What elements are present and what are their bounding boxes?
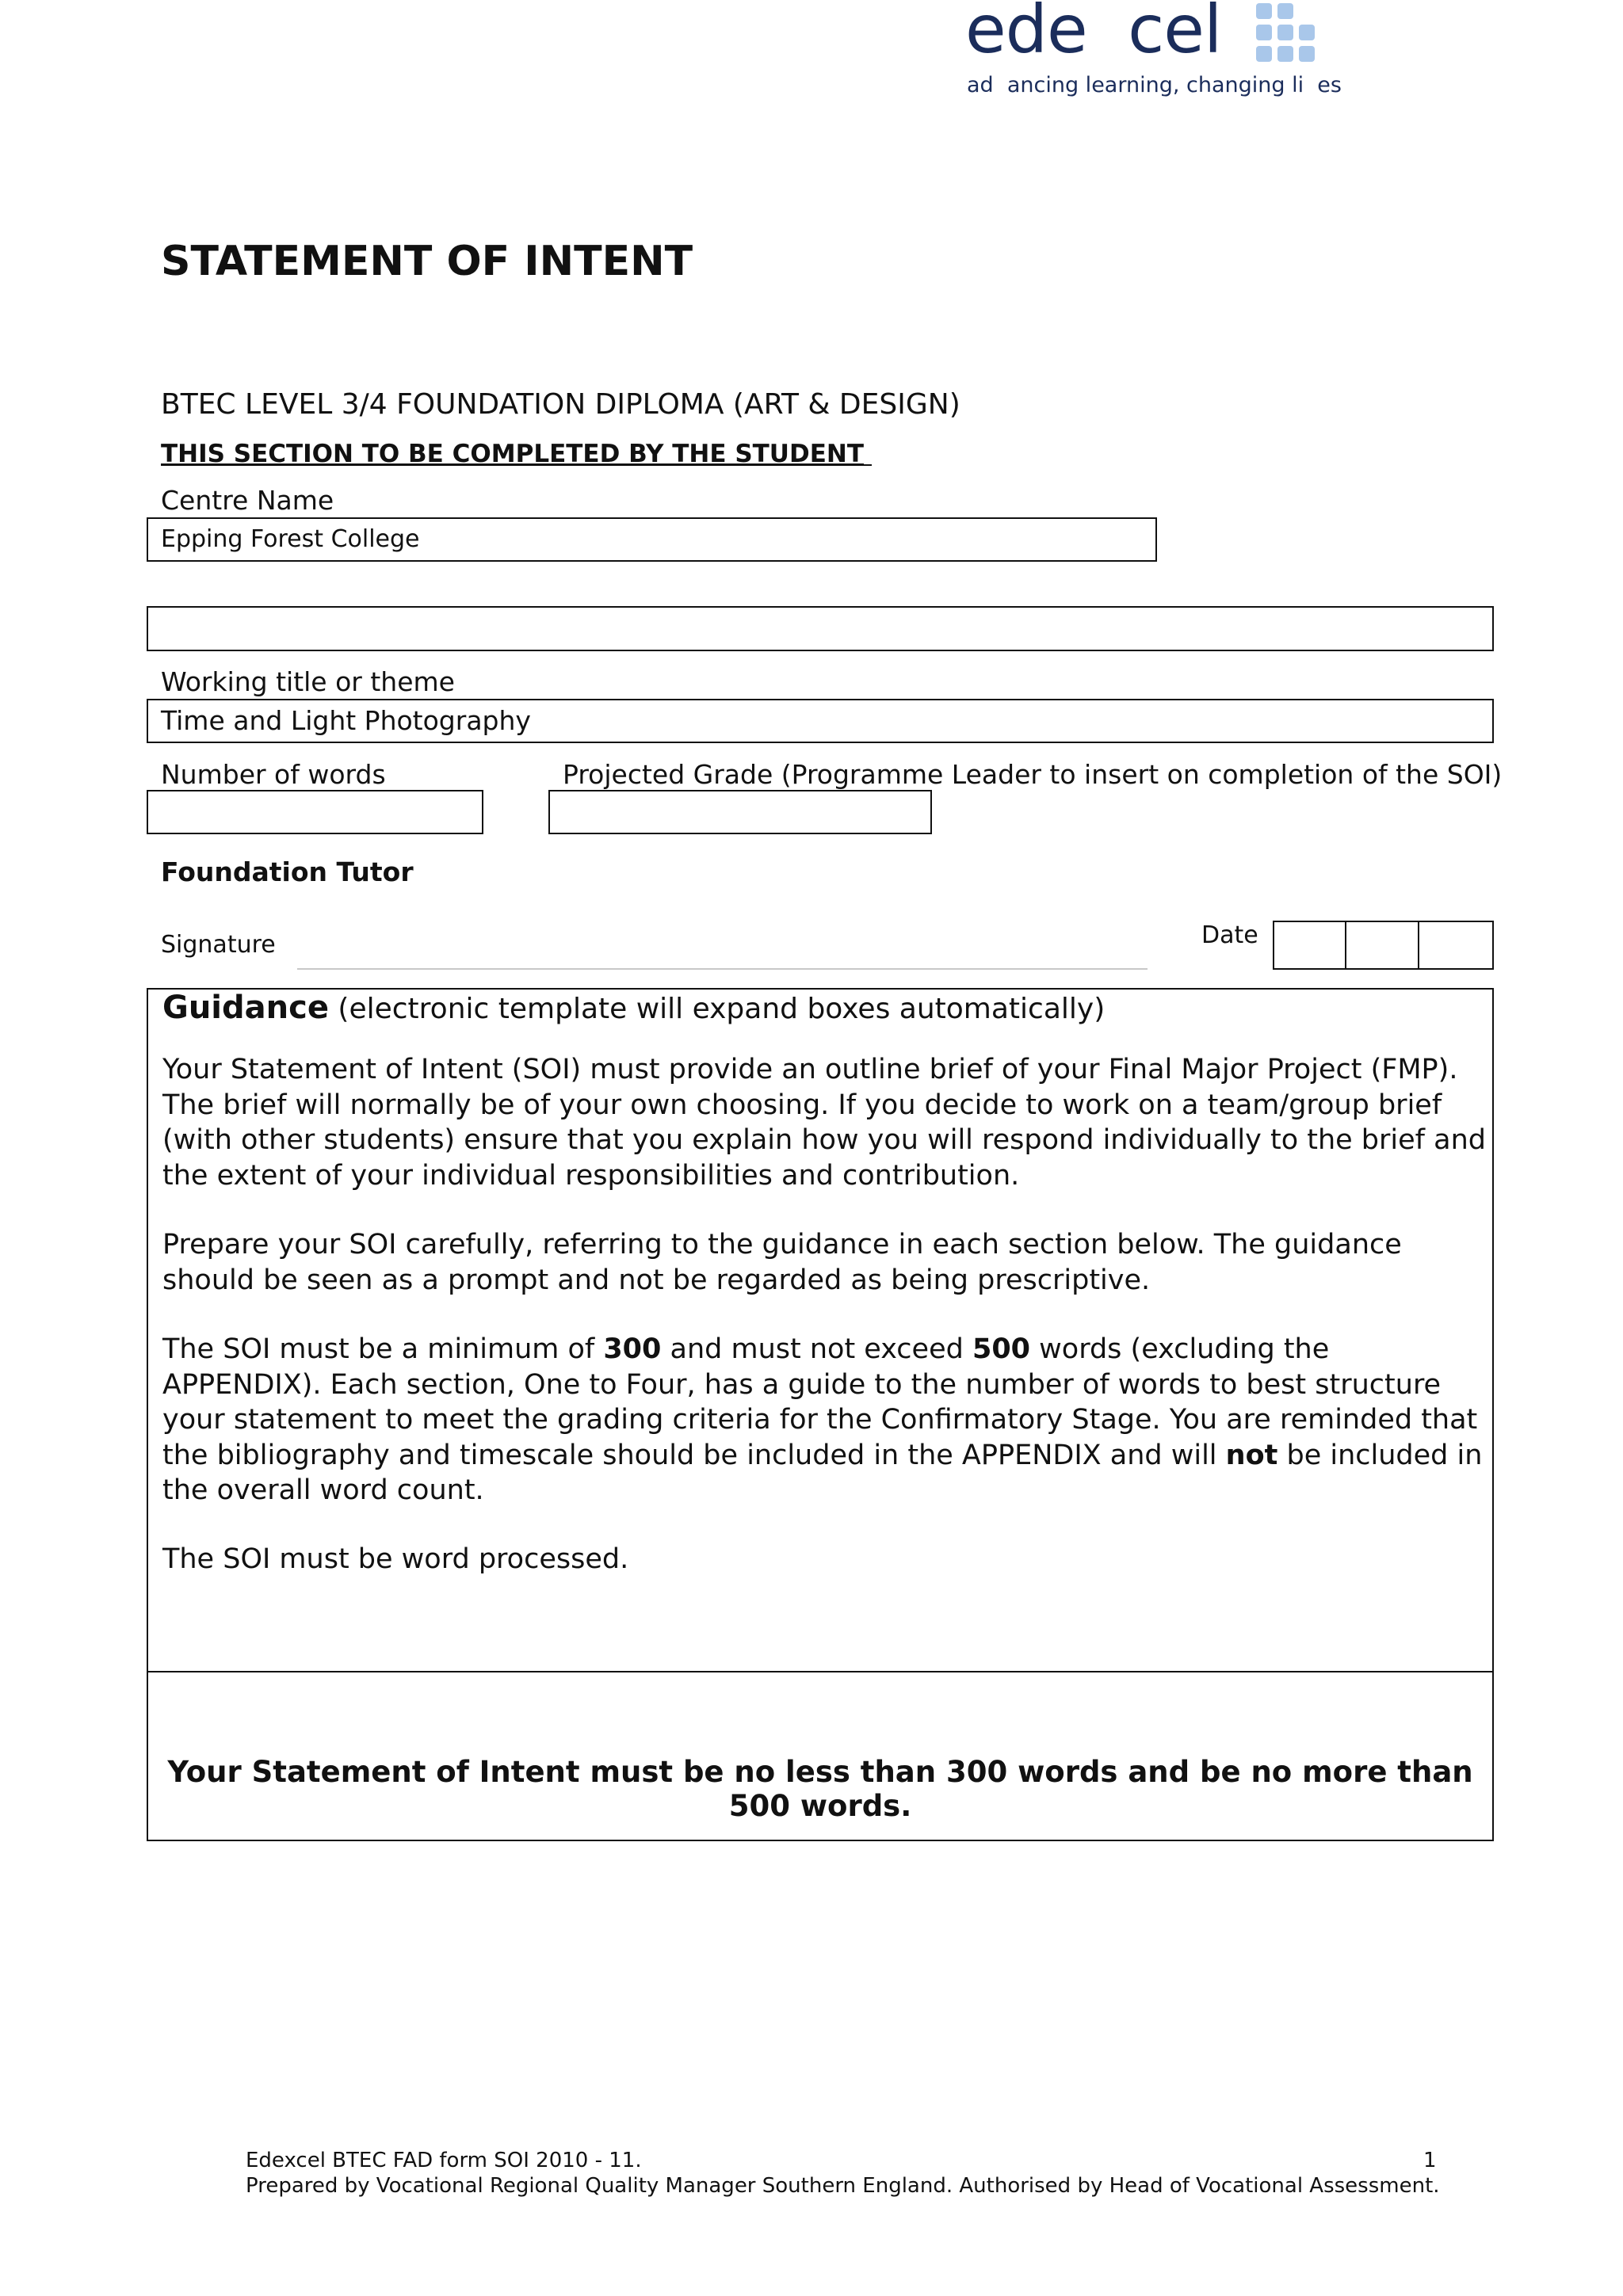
projected-grade-label: Projected Grade (Programme Leader to insert on completion of the SOI) <box>563 759 1503 790</box>
guidance-paragraph-2: Prepare your SOI carefully, referring to the guidance in each section below. The guidance should be seen as a prompt and not be regarded as being prescriptive. <box>162 1229 1402 1296</box>
guidance-p3-text-d: be included in the overall word count. <box>162 1439 1483 1506</box>
page-title: STATEMENT OF INTENT <box>161 238 693 285</box>
guidance-p3-text-c: words (excluding the APPENDIX). Each section, One to Four, has a guide to the number of words to best structure your statement to meet the grading criteria for the Confirmatory Stage. You are reminded that the bibliography and timescale should be included in the APPENDIX and will <box>162 1333 1478 1471</box>
guidance-title: Guidance <box>162 990 329 1026</box>
guidance-heading-note: (electronic template will expand boxes automatically) <box>338 993 1106 1025</box>
working-title-label: Working title or theme <box>161 666 455 697</box>
student-section-note: THIS SECTION TO BE COMPLETED BY THE STUDENT <box>161 440 864 468</box>
guidance-p3-not: not <box>1225 1439 1278 1471</box>
guidance-paragraph-3 <box>162 1332 1486 1508</box>
guidance-p3-max-words: 500 <box>972 1333 1031 1365</box>
centre-name-label: Centre Name <box>161 485 334 516</box>
guidance-paragraph-1: Your Statement of Intent (SOI) must provide an outline brief of your Final Major Project (FMP). The brief will normally be of your own choosing. If you decide to work on a team/group brief (with other students) ensure that you explain how you will respond individually to the brief and the extent of your individual responsibilities and contribution. <box>162 1054 1486 1192</box>
word-limit-box <box>147 1671 1494 1841</box>
word-count-field[interactable] <box>147 790 483 834</box>
centre-name-field[interactable]: Epping Forest College <box>147 517 1157 562</box>
footer-form-reference: Edexcel BTEC FAD form SOI 2010 - 11. <box>246 2149 642 2172</box>
guidance-paragraph-4: The SOI must be word processed. <box>162 1543 629 1575</box>
guidance-p3-text-b: and must not exceed <box>661 1333 972 1365</box>
date-day-box[interactable] <box>1273 921 1346 970</box>
footer-authorisation: Prepared by Vocational Regional Quality Manager Southern England. Authorised by Head of Vocational Assessment. <box>246 2174 1440 2198</box>
date-month-box[interactable] <box>1345 921 1419 970</box>
date-year-box[interactable] <box>1418 921 1494 970</box>
word-limit-text: Your Statement of Intent must be no less than 300 words and be no more than 500 words. <box>167 1755 1473 1823</box>
guidance-box <box>147 988 1494 1672</box>
section-underline <box>800 464 872 466</box>
edexcel-logo-tagline: ad ancing learning, changing li es <box>967 73 1342 97</box>
edexcel-logo-wordmark: ede cel <box>965 0 1222 68</box>
signature-label: Signature <box>161 931 276 959</box>
signature-line[interactable] <box>297 968 1148 970</box>
word-count-label: Number of words <box>161 759 386 790</box>
projected-grade-field[interactable] <box>548 790 932 834</box>
guidance-p3-text-a: The SOI must be a minimum of <box>162 1333 604 1365</box>
footer-page-number: 1 <box>1423 2149 1437 2172</box>
logo-squares-icon <box>1254 2 1318 65</box>
qualification-subtitle: BTEC LEVEL 3/4 FOUNDATION DIPLOMA (ART & DESIGN) <box>161 388 960 421</box>
blank-field[interactable] <box>147 606 1494 651</box>
date-label: Date <box>1201 921 1258 949</box>
guidance-heading <box>162 990 1105 1026</box>
foundation-tutor-heading: Foundation Tutor <box>161 856 414 887</box>
working-title-field[interactable]: Time and Light Photography <box>147 699 1494 743</box>
guidance-p3-min-words: 300 <box>603 1333 662 1365</box>
